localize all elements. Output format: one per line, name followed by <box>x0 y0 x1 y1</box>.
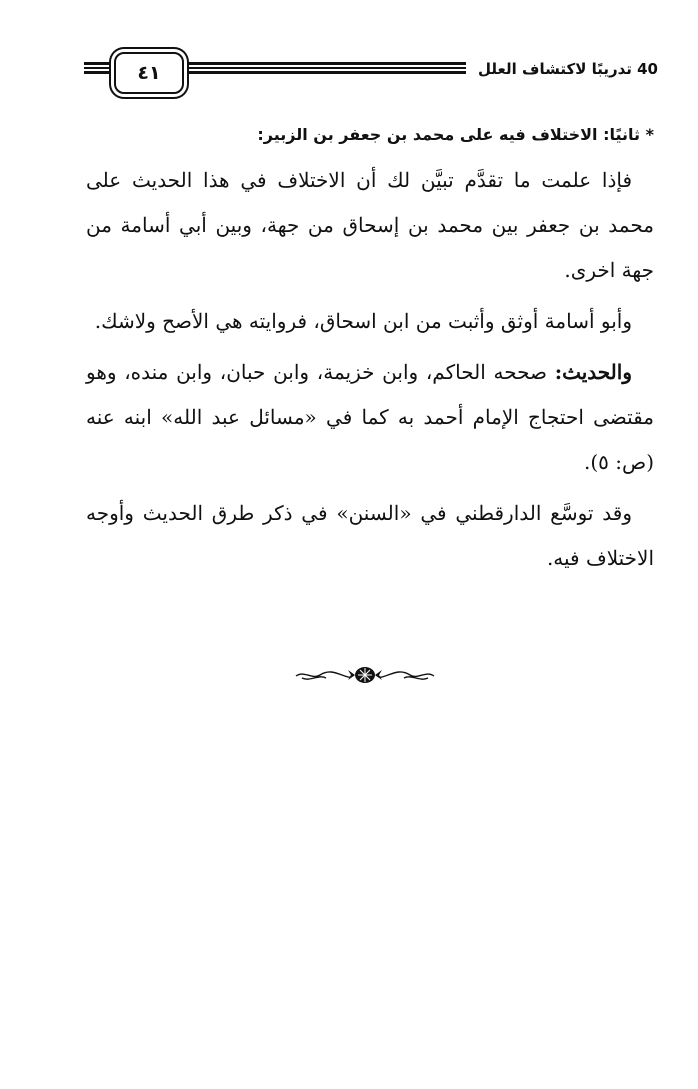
paragraph-3-text: صححه الحاكم، وابن خزيمة، وابن حبان، وابن منده، وهو مقتضى احتجاج الإمام أحمد به كما في «مسائل عبد الله» ابنه عنه (ص: ٥). <box>86 360 654 474</box>
paragraph-3-lead: والحديث: <box>554 360 632 384</box>
paragraph-1: فإذا علمت ما تقدَّم تبيَّن لك أن الاختلاف في هذا الحديث على محمد بن جعفر بين محمد بن إسحاق من جهة، وبين أبي أسامة من جهة اخرى. <box>86 168 654 282</box>
paragraph-4: وقد توسَّع الدارقطني في «السنن» في ذكر طرق الحديث وأوجه الاختلاف فيه. <box>86 501 654 570</box>
page-number: ٤١ <box>114 52 184 94</box>
paragraph-2: وأبو أسامة أوثق وأثبت من ابن اسحاق، فروايته هي الأصح ولاشك. <box>94 309 632 333</box>
page-header <box>84 48 658 98</box>
page-body <box>86 118 654 587</box>
running-head: 40 تدريبًا لاكتشاف العلل <box>478 60 658 78</box>
floral-divider-icon <box>294 664 436 686</box>
header-rule-right <box>180 62 466 76</box>
paragraph-3 <box>86 350 654 485</box>
section-subheading: * ثانيًا: الاختلاف فيه على محمد بن جعفر بن الزبير: <box>257 125 654 144</box>
